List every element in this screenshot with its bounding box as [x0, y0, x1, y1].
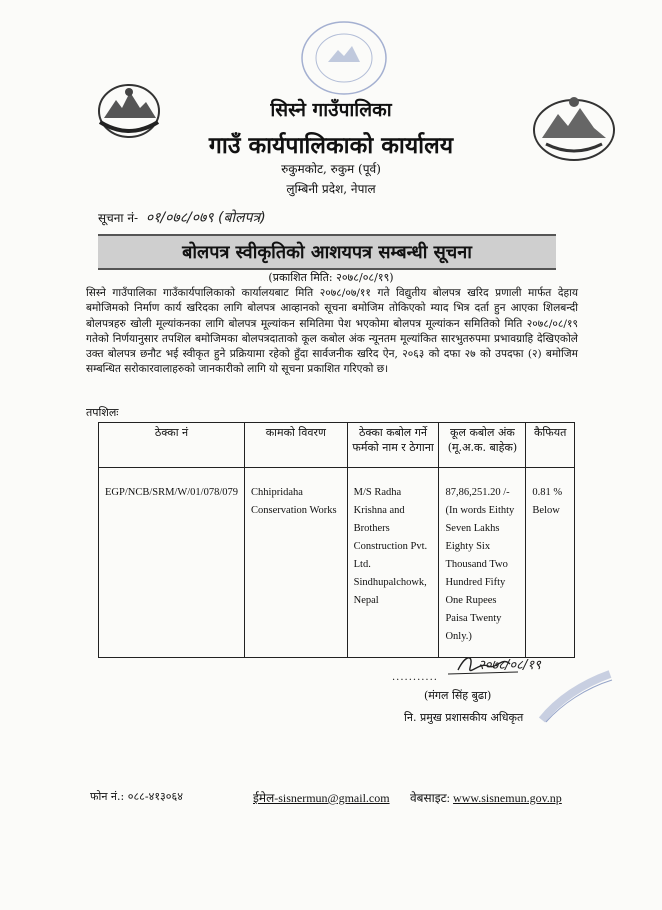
footer-website[interactable] [410, 789, 562, 806]
header-remarks: कैफियत [526, 423, 575, 468]
address-line1: रुकुमकोट, रुकुम (पूर्व) [281, 162, 381, 176]
notice-title: बोलपत्र स्वीकृतिको आशयपत्र सम्बन्धी सूचना [98, 234, 556, 270]
cell-firm: M/S Radha Krishna and Brothers Construction Pvt. Ltd. Sindhupalchowk, Nepal [347, 468, 439, 658]
reference-value: ०१/०७८/०७९ (बोलपत्र) [145, 210, 266, 226]
signature-date: २०७८/०८/१९ [478, 658, 541, 673]
contract-table [98, 422, 575, 658]
cell-contract-no: EGP/NCB/SRM/W/01/078/079 [99, 468, 245, 658]
cell-remarks: 0.81 % Below [526, 468, 575, 658]
details-label: तपशिलः [86, 406, 119, 419]
signatory-name: (मंगल सिंह बुढा) [424, 689, 492, 702]
header-work: कामको विवरण [245, 423, 348, 468]
header-firm: ठेक्का कबोल गर्ने फर्मको नाम र ठेगाना [347, 423, 439, 468]
office-stamp-icon [298, 18, 390, 98]
address-line2: लुम्बिनी प्रदेश, नेपाल [286, 182, 376, 196]
header-amount: कूल कबोल अंक (मू.अ.क. बाहेक) [439, 423, 526, 468]
website-label: वेबसाइट: [410, 791, 451, 805]
header-contract-no: ठेक्का नं [99, 423, 245, 468]
footer-phone: फोन नं.: ०८८-४१३०६४ [90, 790, 183, 803]
table-row [99, 468, 575, 658]
municipality-name: सिस्ने गाउँपालिका [270, 99, 392, 121]
cell-work: Chhipridaha Conservation Works [245, 468, 348, 658]
cell-amount: 87,86,251.20 /- (In words Eithty Seven Lakhs Eighty Six Thousand Two Hundred Fifty One Rupees Paisa Twenty Only.) [439, 468, 526, 658]
notice-body: सिस्ने गाउँपालिका गाउँकार्यपालिकाको कार्यालयबाट मिति २०७८/०७/११ गते विद्युतीय बोलपत्र खरिद प्रणाली मार्फत देहाय बमोजिमको निर्माण कार्य खरिदका लागि बोलपत्र आव्हानको सूचना बमोजिम तोकिएको म्याद भित्र दर्ता हुन आएका शिलबन्दी बोलपत्रहरु खोली मूल्यांकनका लागि बोलपत्र मूल्यांकन समितिमा पेश भएकोमा बोलपत्र मूल्यांकन समितिको मिति २०७८/०८/१९ गतेको निर्णयानुसार तपशिल बमोजिमका बोलपत्रदाताको कूल कबोल अंक न्यूनतम मूल्यांकित सारभुतरुपमा प्रभावग्राहि देखिएकोले उक्त बोलपत्र छनौट भई स्वीकृत हुने प्रक्रियामा रहेको हुँदा सार्वजनीक खरिद ऐन, २०६३ को दफा २७ को उपदफा (२) बमोजिम सम्बन्धित सरोकारवालाहरुको जानकारीको लागि यो सूचना प्रकाशित गरिएको छ। [86, 287, 578, 376]
reference-number [98, 208, 266, 227]
signatory-post: नि. प्रमुख प्रशासकीय अधिकृत [404, 711, 524, 724]
footer-email[interactable]: ईमेल-sisnermun@gmail.com [253, 791, 390, 805]
published-date: (प्रकाशित मिति: २०७८/०८/१९) [268, 271, 394, 284]
reference-label: सूचना नं- [98, 211, 139, 225]
signature-dots: ........... [392, 672, 438, 683]
officer-stamp-icon [536, 668, 616, 728]
website-link[interactable]: www.sisnemun.gov.np [453, 791, 562, 805]
office-name: गाउँ कार्यपालिकाको कार्यालय [208, 132, 454, 159]
table-header-row [99, 423, 575, 468]
